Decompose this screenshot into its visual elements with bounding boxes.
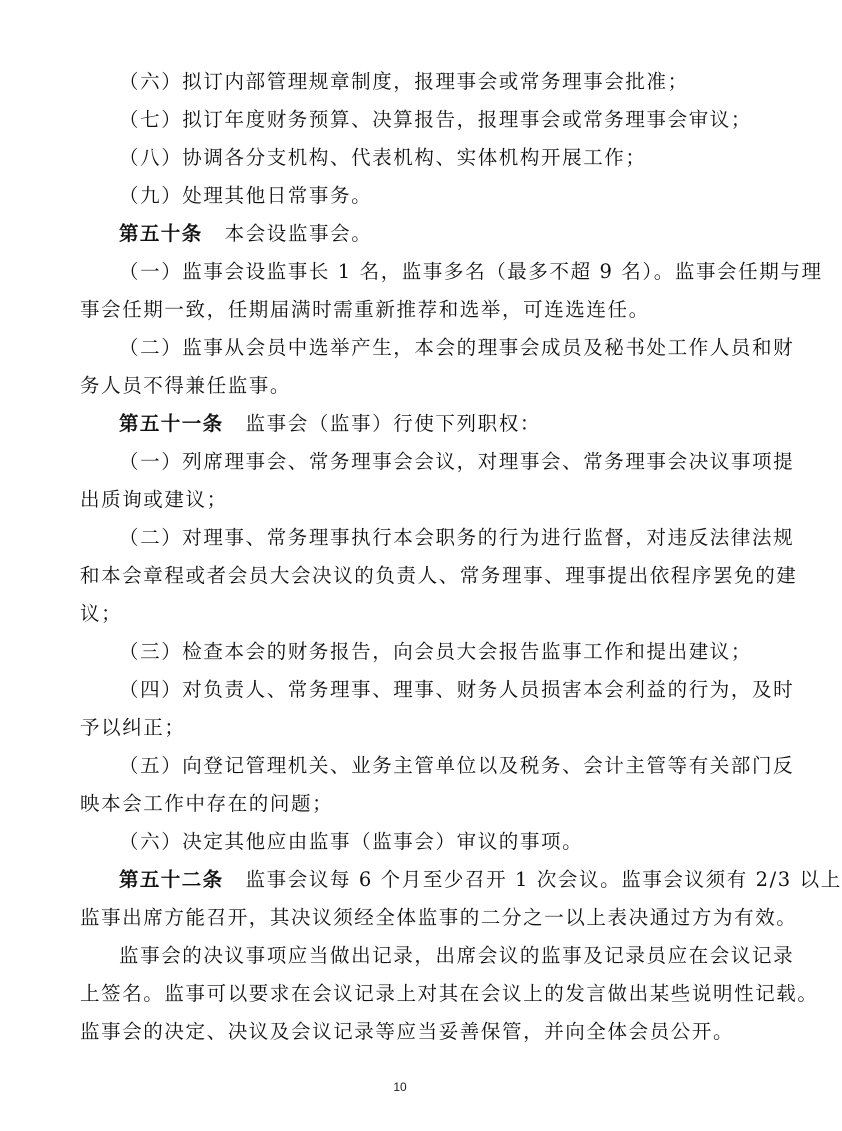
article-51-line [119, 404, 725, 444]
clause-line: 和本会章程或者会员大会决议的负责人、常务理事、理事提出依程序罢免的建 [80, 564, 798, 587]
clause-line: （二）监事从会员中选举产生，本会的理事会成员及秘书处工作人员和财 [119, 336, 795, 359]
article-50-line [119, 214, 725, 254]
clause-line: 监事出席方能召开，其决议须经全体监事的二分之一以上表决通过方为有效。 [80, 906, 798, 929]
clause-line: （七）拟订年度财务预算、决算报告，报理事会或常务理事会审议； [119, 108, 753, 131]
clause-line: 出质询或建议； [80, 488, 228, 511]
clause-line: 映本会工作中存在的问题； [80, 792, 334, 815]
article-52-line [119, 860, 842, 900]
clause-line: 予以纠正； [80, 716, 186, 739]
clause-line: （六）拟订内部管理规章制度，报理事会或常务理事会批准； [119, 70, 689, 93]
clause-line: （三）检查本会的财务报告，向会员大会报告监事工作和提出建议； [119, 640, 753, 663]
clause-line: 事会任期一致，任期届满时需重新推荐和选举，可连选连任。 [80, 298, 650, 321]
clause-line: （九）处理其他日常事务。 [119, 184, 373, 207]
article-52-text: 监事会议每 6 个月至少召开 1 次会议。监事会议须有 2/3 以上 [245, 868, 842, 891]
article-51-text: 监事会（监事）行使下列职权： [245, 412, 541, 435]
clause-line: （六）决定其他应由监事（监事会）审议的事项。 [119, 830, 584, 853]
clause-line: （五）向登记管理机关、业务主管单位以及税务、会计主管等有关部门反 [119, 754, 795, 777]
article-50-label: 第五十条 [119, 222, 203, 245]
clause-line: 务人员不得兼任监事。 [80, 374, 292, 397]
clause-line: （一）监事会设监事长 1 名，监事多名（最多不超 9 名）。监事会任期与理 [119, 260, 823, 283]
clause-line: （一）列席理事会、常务理事会会议，对理事会、常务理事会决议事项提 [119, 450, 795, 473]
clause-line: 上签名。监事可以要求在会议记录上对其在会议上的发言做出某些说明性记载。 [80, 982, 819, 1005]
clause-line: 监事会的决议事项应当做出记录，出席会议的监事及记录员应在会议记录 [119, 944, 795, 967]
article-50-text: 本会设监事会。 [224, 222, 373, 245]
article-51-label: 第五十一条 [119, 412, 224, 435]
page-number: 10 [393, 1080, 407, 1094]
clause-line: （四）对负责人、常务理事、理事、财务人员损害本会利益的行为，及时 [119, 678, 795, 701]
clause-line: （二）对理事、常务理事执行本会职务的行为进行监督，对违反法律法规 [119, 526, 795, 549]
clause-line: （八）协调各分支机构、代表机构、实体机构开展工作； [119, 146, 647, 169]
article-52-label: 第五十二条 [119, 868, 224, 891]
clause-line: 议； [80, 602, 123, 625]
clause-line: 监事会的决定、决议及会议记录等应当妥善保管，并向全体会员公开。 [80, 1020, 735, 1043]
